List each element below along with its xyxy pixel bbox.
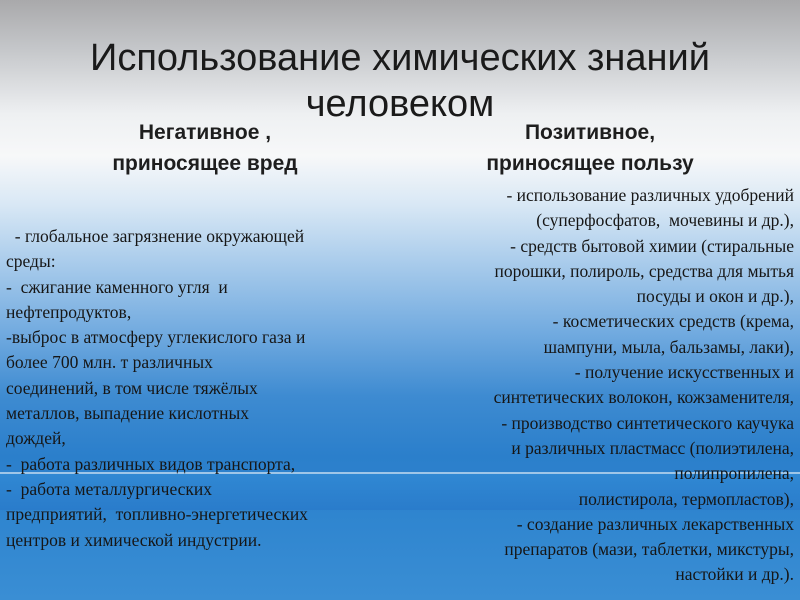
positive-line: шампуни, мыла, бальзамы, лаки), [543, 336, 794, 357]
positive-line: порошки, полироль, средства для мытья [494, 260, 794, 281]
positive-line: - средств бытовой химии (стиральные [510, 235, 794, 256]
positive-line: - получение искусственных и [574, 362, 794, 383]
positive-line: препаратов (мази, таблетки, микстуры, [504, 539, 794, 560]
negative-line: соединений, в том числе тяжёлых [6, 377, 258, 398]
negative-list [6, 224, 398, 553]
negative-line: - сжигание каменного угля и [6, 276, 228, 297]
positive-line: полипропилена, [674, 463, 794, 484]
negative-line: металлов, выпадение кислотных [6, 403, 249, 424]
negative-line: -выброс в атмосферу углекислого газа и [6, 327, 306, 348]
positive-line: (суперфосфатов, мочевины и др.), [536, 210, 794, 231]
slide-title-line-1: Использование химических знаний [90, 37, 710, 80]
positive-line: - косметических средств (крема, [552, 311, 794, 332]
negative-line: дождей, [6, 428, 66, 449]
positive-heading-line-1: Позитивное, [524, 121, 656, 144]
negative-line: центров и химической индустрии. [6, 529, 262, 550]
positive-line: полистирола, термопластов), [578, 488, 794, 509]
positive-line: синтетических волокон, кожзаменителя, [493, 387, 794, 408]
slide-title [20, 35, 780, 127]
slide-title-line-2: человеком [305, 83, 495, 126]
positive-heading-line-2: приносящее пользу [486, 152, 694, 175]
negative-line: нефтепродуктов, [6, 301, 132, 322]
positive-line: - создание различных лекарственных [516, 513, 794, 534]
positive-line: - производство синтетического каучука [501, 412, 794, 433]
positive-line: настойки и др.). [675, 564, 794, 585]
positive-heading [420, 117, 760, 179]
negative-line: - работа металлургических [6, 478, 213, 499]
negative-line: среды: [6, 251, 56, 272]
negative-line: - глобальное загрязнение окружающей [6, 226, 305, 246]
positive-line: и различных пластмасс (полиэтилена, [511, 437, 794, 458]
negative-heading [60, 117, 350, 179]
negative-line: предприятий, топливно-энергетических [6, 504, 308, 525]
negative-line: более 700 млн. т различных [6, 352, 213, 373]
positive-line: посуды и окон и др.), [636, 286, 794, 307]
negative-heading-line-1: Негативное , [138, 121, 272, 144]
negative-line: - работа различных видов транспорта, [6, 453, 296, 474]
negative-heading-line-2: приносящее вред [112, 152, 298, 175]
positive-line: - использование различных удобрений [506, 185, 794, 205]
positive-list [400, 183, 794, 588]
